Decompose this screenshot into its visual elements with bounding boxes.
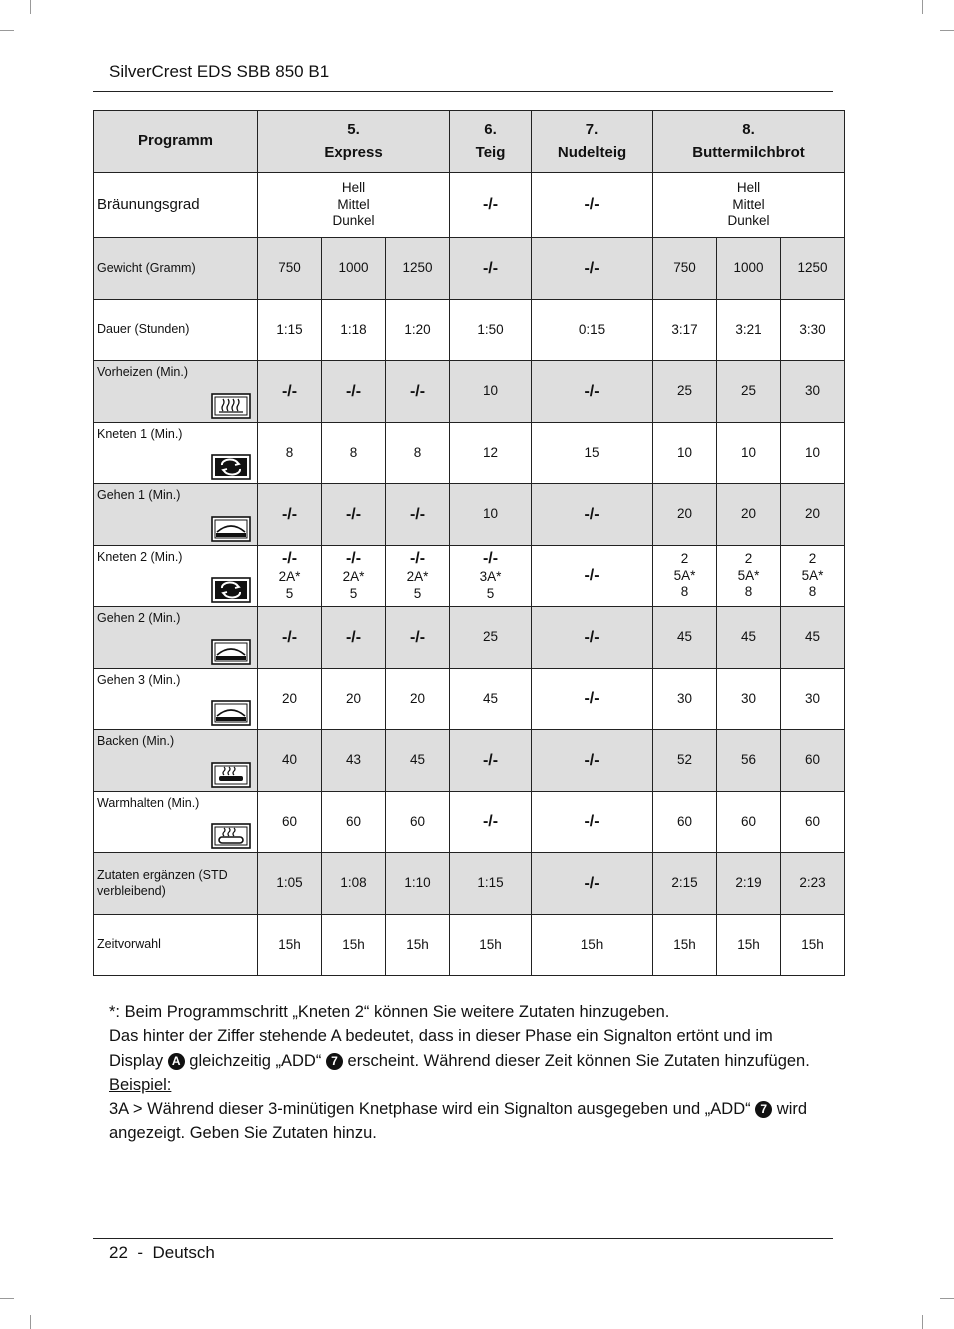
cell-line: 2 [680,550,689,566]
level-text: Hell [736,179,761,195]
row-label-cell [94,484,258,546]
table-cell: 2:15 [653,853,717,915]
crop-mark [0,1298,14,1299]
browning-levels-express [258,173,450,238]
table-cell: 20 [781,484,845,546]
crop-mark [30,0,31,14]
row-label-cell [94,669,258,730]
crop-mark [922,0,923,14]
table-row-bake [94,730,845,792]
table-cell: -/- [322,607,386,669]
program-table [93,110,845,976]
table-cell: 25 [717,361,781,423]
table-row-rise3 [94,669,845,730]
cell-line: 8 [680,584,689,600]
table-cell: -/- [258,361,322,423]
preheat-icon [211,393,251,419]
table-cell: 45 [386,730,450,792]
table-cell: 10 [450,361,532,423]
table-cell: -/- [450,238,532,300]
table-cell: -/- [532,669,653,730]
level-text: Mittel [337,196,370,212]
table-cell: 60 [781,792,845,853]
cell-line: 5 [349,586,358,601]
header-nudelteig [532,111,653,173]
table-cell: 60 [653,792,717,853]
header-name: Express [324,143,383,161]
note-text: Display [109,1051,164,1070]
knead-icon [211,454,251,480]
table-cell: 10 [781,423,845,484]
table-row-rise1 [94,484,845,546]
cell-line: 3A* [479,569,502,585]
browning-levels-buttermilch [653,173,845,238]
row-label: Gehen 1 (Min.) [97,488,181,502]
cell-line: 5 [413,586,422,601]
row-label-cell [94,546,258,607]
table-row-browning [94,173,845,238]
table-cell: 56 [717,730,781,792]
table-cell: 60 [781,730,845,792]
header-teig [450,111,532,173]
footer-language: Deutsch [152,1243,215,1262]
table-cell [386,546,450,607]
level-text: Hell [341,179,366,195]
note-text: erscheint. Während dieser Zeit können Sie Zutaten hinzufügen. [347,1051,810,1070]
page-footer [109,1243,215,1263]
table-cell: 15h [781,915,845,976]
table-cell: 25 [653,361,717,423]
table-cell: 15h [386,915,450,976]
cell-line: 2A* [406,569,429,585]
table-cell: 2:19 [717,853,781,915]
notes-section [109,1000,839,1146]
level-text: Dunkel [727,213,770,229]
note-line: *: Beim Programmschritt „Kneten 2“ können Sie weitere Zutaten hinzugeben. [109,1003,670,1021]
table-cell [781,546,845,607]
table-cell: 1250 [386,238,450,300]
table-cell: 15h [258,915,322,976]
table-cell: -/- [532,792,653,853]
table-cell: 20 [653,484,717,546]
table-cell: 15h [653,915,717,976]
table-cell [322,546,386,607]
table-cell: 10 [450,484,532,546]
cell-line: 8 [744,584,753,600]
row-label: Zutaten ergänzen (STD verbleibend) [94,853,258,915]
row-label: Bräunungsgrad [94,173,258,238]
table-cell: 30 [653,669,717,730]
crop-mark [922,1315,923,1329]
bake-icon [211,762,251,788]
table-cell: 1:05 [258,853,322,915]
table-cell: 2:23 [781,853,845,915]
crop-mark [940,30,954,31]
table-cell: -/- [532,546,653,607]
table-cell: 1:15 [450,853,532,915]
table-cell: 30 [717,669,781,730]
table-cell: 20 [386,669,450,730]
cell-line: 5A* [737,567,760,583]
table-cell: 25 [450,607,532,669]
header-name: Buttermilchbrot [692,143,805,161]
rise-icon [211,516,251,542]
table-cell: 750 [258,238,322,300]
header-number: 7. [585,121,599,138]
table-cell: 0:15 [532,300,653,361]
table-row-knead1 [94,423,845,484]
note-line: Das hinter der Ziffer stehende A bedeutet, dass in dieser Phase ein Signalton ertönt und im [109,1027,773,1046]
table-cell: 45 [653,607,717,669]
rise-icon [211,639,251,665]
table-cell: -/- [532,853,653,915]
table-cell: -/- [450,730,532,792]
table-cell: 45 [450,669,532,730]
table-cell: 52 [653,730,717,792]
table-cell: 45 [717,607,781,669]
table-cell: 8 [322,423,386,484]
row-label: Gewicht (Gramm) [94,238,258,300]
cell-line: -/- [345,550,362,568]
table-cell: 1:15 [258,300,322,361]
page-number: 22 [109,1243,128,1262]
table-cell: 1:20 [386,300,450,361]
table-cell: 60 [258,792,322,853]
header-number: 5. [347,121,360,138]
table-cell: 20 [717,484,781,546]
table-cell: 3:17 [653,300,717,361]
table-row-weight [94,238,845,300]
table-cell: -/- [532,730,653,792]
header-program: Programm [94,111,258,173]
note-text: 3A > Während dieser 3-minütigen Knetphase wird ein Signalton ausgegeben und „ADD“ [109,1100,751,1119]
table-cell [450,546,532,607]
row-label: Kneten 1 (Min.) [97,427,183,441]
footer-rule [93,1238,833,1239]
note-line [109,1073,839,1097]
table-cell: -/- [258,484,322,546]
table-cell: 60 [322,792,386,853]
table-cell: 1:10 [386,853,450,915]
table-cell: 8 [258,423,322,484]
number-7-icon: 7 [755,1101,772,1118]
table-row-duration [94,300,845,361]
table-cell: 20 [258,669,322,730]
table-cell: -/- [386,361,450,423]
table-cell: 1:50 [450,300,532,361]
crop-mark [0,30,14,31]
table-cell: 1000 [717,238,781,300]
table-cell: 15h [717,915,781,976]
note-line [109,1049,839,1073]
table-cell: 15h [450,915,532,976]
table-cell: 12 [450,423,532,484]
row-label: Dauer (Stunden) [94,300,258,361]
row-label-cell [94,607,258,669]
table-cell: -/- [532,607,653,669]
table-cell [717,546,781,607]
table-cell: -/- [532,238,653,300]
table-cell: -/- [258,607,322,669]
header-number: 8. [742,121,755,138]
knead-icon [211,577,251,603]
header-name: Nudelteig [557,143,627,161]
table-cell: 3:21 [717,300,781,361]
cell-line: 5 [285,586,294,601]
table-cell: 1:18 [322,300,386,361]
cell-line: -/- [409,550,426,568]
display-a-icon: A [168,1053,185,1070]
rise-icon [211,700,251,726]
table-cell: -/- [450,792,532,853]
table-cell: 30 [781,669,845,730]
cell-line: 2A* [278,569,301,585]
table-row-add-ingredients [94,853,845,915]
row-label: Warmhalten (Min.) [97,796,200,810]
row-label-cell [94,730,258,792]
row-label: Zeitvorwahl [94,915,258,976]
header-buttermilchbrot [653,111,845,173]
table-cell: 60 [717,792,781,853]
cell-line: 5A* [673,567,696,583]
crop-mark [30,1315,31,1329]
note-text: gleichzeitig „ADD“ [189,1051,322,1070]
table-cell: 60 [386,792,450,853]
table-cell: 1000 [322,238,386,300]
example-label: Beispiel: [109,1075,172,1094]
crop-mark [940,1298,954,1299]
row-label: Backen (Min.) [97,734,175,748]
level-text: Mittel [732,196,765,212]
cell-line: -/- [281,550,298,568]
note-text: wird [776,1100,808,1119]
table-cell: -/- [322,361,386,423]
header-rule [93,91,833,92]
row-label: Vorheizen (Min.) [97,365,189,379]
table-cell: 20 [322,669,386,730]
note-line: angezeigt. Geben Sie Zutaten hinzu. [109,1124,377,1143]
table-row-keep-warm [94,792,845,853]
table-cell: -/- [386,607,450,669]
table-cell: -/- [450,173,532,238]
table-cell: -/- [532,484,653,546]
table-cell: -/- [532,173,653,238]
table-cell: 1250 [781,238,845,300]
table-row-rise2 [94,607,845,669]
table-cell: 3:30 [781,300,845,361]
table-cell: 1:08 [322,853,386,915]
table-cell: 15h [532,915,653,976]
keep-warm-icon [211,823,251,849]
cell-line: 5 [486,586,495,601]
table-cell [258,546,322,607]
cell-line: -/- [482,550,499,568]
level-text: Dunkel [332,213,375,229]
cell-line: 2 [744,550,753,566]
table-cell: 750 [653,238,717,300]
table-row-timer [94,915,845,976]
header-express [258,111,450,173]
table-cell: -/- [386,484,450,546]
table-cell [653,546,717,607]
table-cell: -/- [322,484,386,546]
table-cell: 10 [653,423,717,484]
header-name: Teig [475,143,506,161]
cell-line: 5A* [801,567,824,583]
number-7-icon: 7 [326,1053,343,1070]
row-label-cell [94,361,258,423]
row-label-cell [94,792,258,853]
table-cell: 43 [322,730,386,792]
row-label: Kneten 2 (Min.) [97,550,183,564]
table-cell: 15h [322,915,386,976]
table-cell: 30 [781,361,845,423]
row-label: Gehen 3 (Min.) [97,673,181,687]
cell-line: 2 [808,550,817,566]
header-number: 6. [484,121,497,138]
table-row-knead2 [94,546,845,607]
note-line [109,1097,839,1121]
table-cell: 40 [258,730,322,792]
cell-line: 2A* [342,569,365,585]
footer-separator: - [137,1243,144,1262]
table-cell: 10 [717,423,781,484]
page-header-title: SilverCrest EDS SBB 850 B1 [109,62,330,81]
table-cell: 15 [532,423,653,484]
cell-line: 8 [808,584,817,600]
row-label-cell [94,423,258,484]
row-label: Gehen 2 (Min.) [97,611,181,625]
table-cell: -/- [532,361,653,423]
table-row-preheat [94,361,845,423]
table-cell: 45 [781,607,845,669]
table-cell: 8 [386,423,450,484]
